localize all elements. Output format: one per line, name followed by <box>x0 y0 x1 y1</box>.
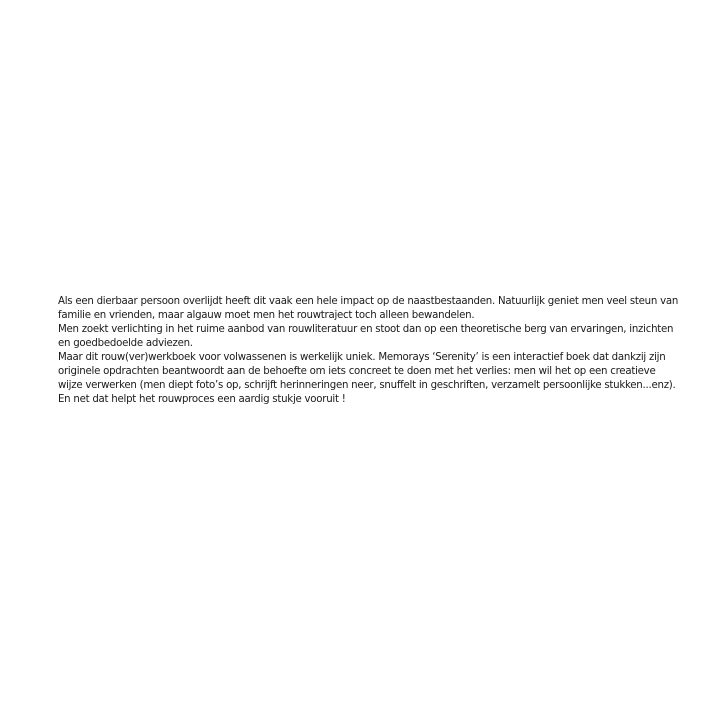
text-line: Als een dierbaar persoon overlijdt heeft dit vaak een hele impact op de naastbestaanden. Natuurlijk geniet men veel steun van <box>58 296 679 307</box>
text-line: Maar dit rouw(ver)werkboek voor volwassenen is werkelijk uniek. Memorays ‘Serenity’ is een interactief boek dat dankzij zijn <box>58 352 666 363</box>
text-line: familie en vrienden, maar algauw moet men het rouwtraject toch alleen bewandelen. <box>58 310 475 321</box>
text-line: en goedbedoelde adviezen. <box>58 338 193 349</box>
text-line: wijze verwerken (men diept foto’s op, schrijft herinneringen neer, snuffelt in geschriften, verzamelt persoonlijke stukken...enz). <box>58 380 676 391</box>
text-line: Men zoekt verlichting in het ruime aanbod van rouwliteratuur en stoot dan op een theoretische berg van ervaringen, inzichten <box>58 324 674 335</box>
text-line: En net dat helpt het rouwproces een aardig stukje vooruit ! <box>58 394 346 405</box>
text-line: originele opdrachten beantwoordt aan de behoefte om iets concreet te doen met het verlies: men wil het op een creatieve <box>58 366 656 377</box>
body-text <box>58 295 679 407</box>
